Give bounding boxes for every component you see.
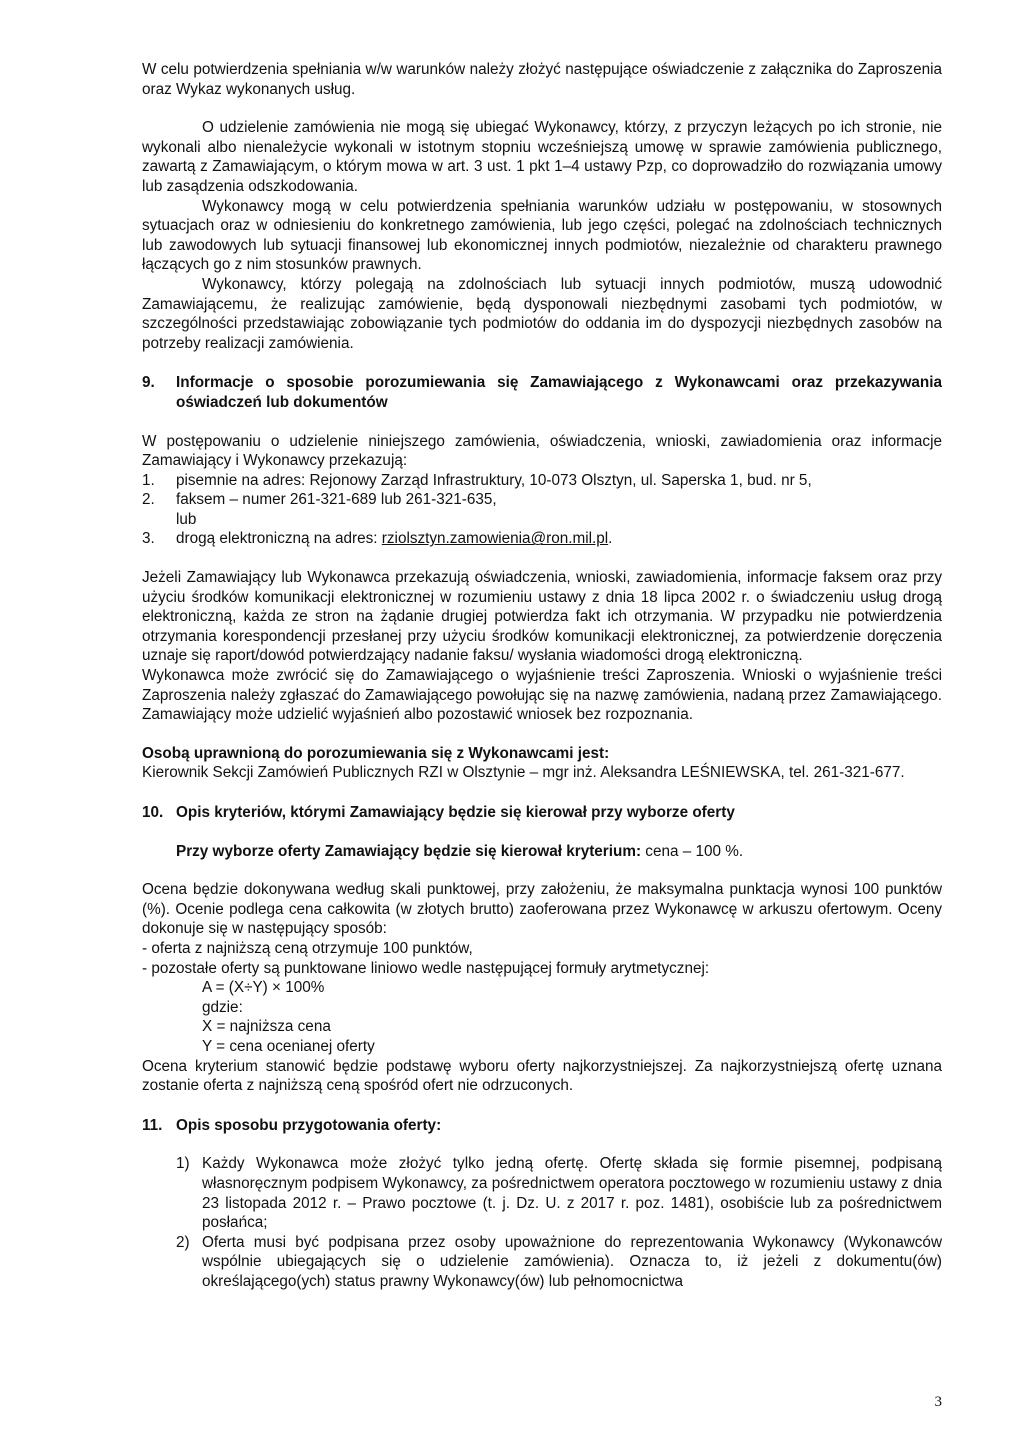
item-suffix: . — [608, 530, 613, 548]
section-11-heading — [142, 1116, 942, 1136]
communication-or — [142, 510, 942, 530]
list-item — [176, 1233, 942, 1292]
paragraph-fax-electronic: Jeżeli Zamawiający lub Wykonawca przekazują oświadczenia, wnioski, zawiadomienia, informacje faksem oraz przy użyciu środków komunikacji elektronicznej w rozumieniu ustawy z dnia 18 lipca 2002 r. o świadczeniu usług drogą elektroniczną, każda ze stron na żądanie drugiej potwierdza fakt ich otrzymania. W przypadku nie potwierdzenia otrzymania korespondencji przesłanej przy użyciu środków komunikacji elektronicznej, za potwierdzenie doręczenia uznaje się raport/dowód potwierdzający nadanie faksu/ wysłania wiadomości drogą elektroniczną. — [142, 569, 942, 665]
formula: A = (X÷Y) × 100% — [202, 979, 325, 997]
paragraph-proof-of-resources: Wykonawcy, którzy polegają na zdolnościach lub sytuacji innych podmiotów, muszą udowodnić Zamawiającemu, że realizując zamówienie, będą dysponowali niezbędnymi zasobami tych podmiotów, w szczególności przedstawiając zobowiązanie tych podmiotów do oddania im do dyspozycji niezbędnych zasobów na potrzeby realizacji zamówienia. — [142, 275, 942, 352]
section-9-title: Informacje o sposobie porozumiewania się Zamawiającego z Wykonawcami oraz przekazywania oświadczeń lub dokumentów — [176, 374, 942, 411]
email-link[interactable]: rziolsztyn.zamowienia@ron.mil.pl — [381, 530, 609, 548]
item-number: 2. — [142, 491, 155, 509]
section-9-heading — [142, 373, 942, 412]
formula-y-definition: Y = cena ocenianej oferty — [202, 1037, 375, 1055]
criterion-line — [176, 842, 942, 862]
page-number: 3 — [934, 1394, 942, 1410]
item-number: 2) — [176, 1233, 190, 1251]
offer-preparation-list — [176, 1154, 942, 1291]
communication-item-2 — [142, 490, 942, 510]
item-number: 1) — [176, 1155, 190, 1173]
item-number: 1. — [142, 471, 155, 489]
formula-where: gdzie: — [202, 998, 243, 1016]
paragraph-third-party-resources: Wykonawcy mogą w celu potwierdzenia spełniania warunków udziału w postępowaniu, w stosownych sytuacjach oraz w odniesieniu do konkretnego zamówienia, lub jego części, polegać na zdolnościach technicznych lub zawodowych lub sytuacji finansowej lub ekonomicznej innych podmiotów, niezależnie od charakteru prawnego łączących go z nim stosunków prawnych. — [142, 197, 942, 274]
paragraph-exclusion: O udzielenie zamówienia nie mogą się ubiegać Wykonawcy, którzy, z przyczyn leżących po ich stronie, nie wykonali albo nienależycie wykonali w istotnym stopniu wcześniejszą umowę w sprawie zamówienia publicznego, zawartą z Zamawiającym, o którym mowa w art. 3 ust. 1 pkt 1–4 ustawy Pzp, co doprowadziło do rozwiązania umowy lub zasądzenia odszkodowania. — [142, 119, 942, 195]
section-10-title: Opis kryteriów, którymi Zamawiający będzie się kierował przy wyborze oferty — [176, 804, 735, 821]
contact-heading: Osobą uprawnioną do porozumiewania się z Wykonawcami jest: — [142, 744, 610, 762]
item-text: pisemnie na adres: Rejonowy Zarząd Infrastruktury, 10-073 Olsztyn, ul. Saperska 1, bud. nr 5, — [176, 471, 812, 489]
paragraph-clarification: Wykonawca może zwrócić się do Zamawiającego o wyjaśnienie treści Zaproszenia. Wnioski o wyjaśnienie treści Zaproszenia należy zgłaszać do Zamawiającego powołując się na nazwę zamówienia, nadaną przez Zamawiającego. Zamawiający może udzielić wyjaśnień albo pozostawić wniosek bez rozpoznania. — [142, 667, 942, 724]
section-10-number: 10. — [142, 804, 164, 821]
communication-item-1 — [142, 471, 942, 491]
section-11-title: Opis sposobu przygotowania oferty: — [176, 1116, 442, 1134]
scoring-rule-2: - pozostałe oferty są punktowane liniowo wedle następującej formuły arytmetycznej: — [142, 959, 710, 977]
paragraph-scoring-scale: Ocena będzie dokonywana według skali punktowej, przy założeniu, że maksymalna punktacja wynosi 100 punktów (%). Ocenie podlega cena całkowita (w złotych brutto) zaoferowana przez Wykonawcę w arkuszu ofertowym. Oceny dokonuje się w następujący sposób: — [142, 881, 942, 938]
scoring-rule-1: - oferta z najniższą ceną otrzymuje 100 punktów, — [142, 939, 473, 957]
item-number: 3. — [142, 530, 155, 548]
contact-person: Kierownik Sekcji Zamówień Publicznych RZI w Olsztynie – mgr inż. Aleksandra LEŚNIEWSKA, tel. 261-321-677. — [142, 764, 905, 782]
section-11-number: 11. — [142, 1116, 163, 1134]
item-text: drogą elektroniczną na adres: — [176, 530, 382, 548]
item-text: Każdy Wykonawca może złożyć tylko jedną ofertę. Ofertę składa się formie pisemnej, podpisaną własnoręcznym podpisem Wykonawcy, za pośrednictwem operatora pocztowego w rozumieniu ustawy z dnia 23 listopada 2012 r. – Prawo pocztowe (t. j. Dz. U. z 2017 r. poz. 1481), osobiście lub za pośrednictwem posłańca; — [202, 1155, 942, 1232]
section-9-intro: W postępowaniu o udzielenie niniejszego zamówienia, oświadczenia, wnioski, zawiadomienia oraz informacje Zamawiający i Wykonawcy przekazują: — [142, 432, 942, 470]
or-text: lub — [176, 510, 197, 528]
criterion-label: Przy wyborze oferty Zamawiający będzie się kierował kryterium: — [176, 842, 642, 860]
item-text: faksem – numer 261-321-689 lub 261-321-635, — [176, 491, 497, 509]
formula-x-definition: X = najniższa cena — [202, 1018, 331, 1036]
item-text: Oferta musi być podpisana przez osoby upoważnione do reprezentowania Wykonawcy (Wykonawców wspólnie ubiegających się o udzielenie zamówienia). Oznacza to, iż jeżeli z dokumentu(ów) określającego(ych) status prawny Wykonawcy(ów) lub pełnomocnictwa — [202, 1233, 942, 1290]
list-item — [176, 1154, 942, 1232]
section-9-number: 9. — [142, 374, 155, 392]
paragraph-conclusion: Ocena kryterium stanowić będzie podstawę wyboru oferty najkorzystniejszej. Za najkorzystniejszą ofertę uznana zostanie oferta z najniższą ceną spośród ofert nie odrzuconych. — [142, 1057, 942, 1095]
criterion-value: cena – 100 %. — [641, 842, 744, 860]
paragraph-requirements-statement: W celu potwierdzenia spełniania w/w warunków należy złożyć następujące oświadczenie z załącznika do Zaproszenia oraz Wykaz wykonanych usług. — [142, 61, 942, 98]
section-10-heading — [142, 803, 942, 823]
document-page — [142, 60, 942, 1291]
communication-item-3 — [142, 529, 942, 549]
